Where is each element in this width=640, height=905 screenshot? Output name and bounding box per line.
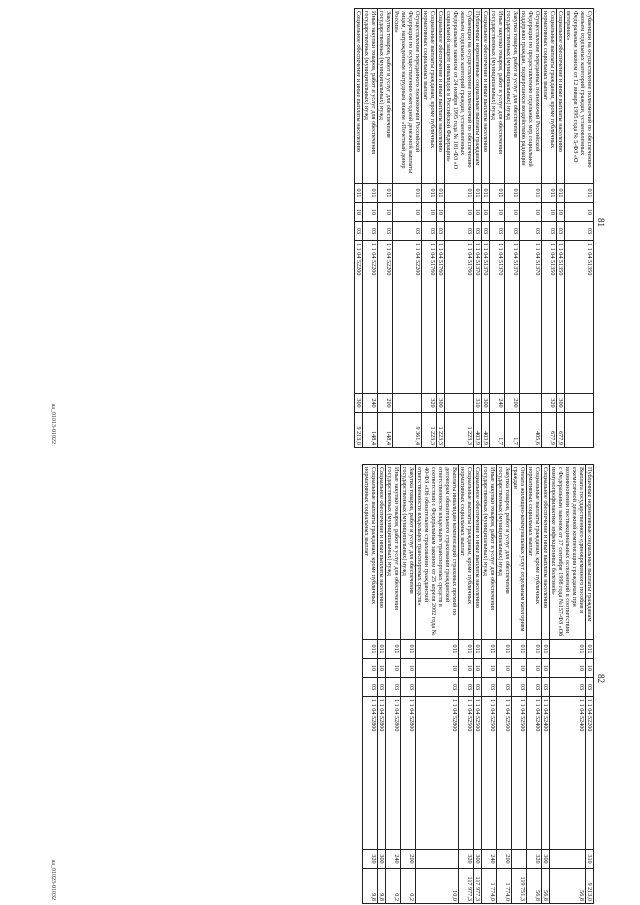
row-amount: 677,9 bbox=[542, 413, 557, 448]
row-ministry-code: 011 bbox=[490, 184, 505, 203]
row-target-article-code: 1 1 04 51760 bbox=[445, 241, 474, 394]
table-row bbox=[505, 9, 520, 448]
row-subsection-code: 03 bbox=[505, 222, 520, 241]
row-expense-type-code: 310 bbox=[474, 394, 482, 413]
row-amount: 56,8 bbox=[527, 869, 542, 904]
row-ministry-code: 011 bbox=[386, 640, 401, 659]
archive-stamp: aa_01013-01022 bbox=[50, 403, 56, 444]
row-expense-type-code bbox=[416, 850, 459, 869]
row-target-article-code: 1 1 04 52200 bbox=[378, 241, 393, 394]
row-amount: 403,9 bbox=[474, 413, 482, 448]
row-target-article-code: 1 1 04 52800 bbox=[401, 697, 416, 850]
row-expense-type-code: 300 bbox=[542, 850, 550, 869]
row-expense-type-code: 300 bbox=[474, 850, 482, 869]
row-amount: 119 751,3 bbox=[512, 869, 527, 904]
row-ministry-code: 011 bbox=[378, 184, 393, 203]
row-target-article-code: 1 1 04 52800 bbox=[378, 697, 386, 850]
row-expense-type-code: 240 bbox=[490, 394, 505, 413]
row-description: Закупка товаров, работ и услуг для обеспечения государственных (муниципальных) нужд bbox=[505, 9, 520, 184]
table-row bbox=[401, 465, 416, 904]
row-section-code: 10 bbox=[459, 659, 474, 678]
row-target-article-code: 1 1 04 52500 bbox=[482, 697, 497, 850]
row-target-article-code: 1 1 04 51370 bbox=[520, 241, 542, 394]
row-expense-type-code: 300 bbox=[557, 394, 565, 413]
row-subsection-code: 03 bbox=[445, 222, 474, 241]
row-description: Осуществление переданного полномочия Российской Федерации по осуществлению ежегодной денежной выплаты лицам, награжденным нагрудным знаком «Почетный донор России» bbox=[393, 9, 422, 184]
row-expense-type-code: 320 bbox=[422, 394, 437, 413]
table-row bbox=[512, 465, 527, 904]
row-amount: 117 977,3 bbox=[459, 869, 474, 904]
row-description: Публичные нормативные социальные выплаты гражданам bbox=[586, 465, 594, 640]
row-subsection-code: 03 bbox=[527, 678, 542, 697]
row-section-code: 10 bbox=[378, 203, 393, 222]
row-amount: 1,7 bbox=[505, 413, 520, 448]
table-row bbox=[482, 9, 490, 448]
page-number: 81 bbox=[596, 218, 606, 227]
row-ministry-code: 011 bbox=[586, 640, 594, 659]
table-row bbox=[557, 9, 565, 448]
row-section-code: 10 bbox=[378, 659, 386, 678]
row-ministry-code: 011 bbox=[416, 640, 459, 659]
row-description: Социальные выплаты гражданам, кроме публичных нормативных социальных выплат bbox=[527, 465, 542, 640]
row-section-code: 10 bbox=[550, 659, 586, 678]
row-target-article-code: 1 1 04 52400 bbox=[550, 697, 586, 850]
row-expense-type-code: 200 bbox=[378, 394, 393, 413]
table-row bbox=[437, 9, 445, 448]
row-amount: 56,8 bbox=[550, 869, 586, 904]
table-row bbox=[542, 465, 550, 904]
row-description: Закупка товаров, работ и услуг для обеспечения государственных (муниципальных) нужд bbox=[497, 465, 512, 640]
table-row bbox=[520, 9, 542, 448]
row-target-article-code: 1 1 04 51370 bbox=[490, 241, 505, 394]
budget-table-body bbox=[363, 465, 594, 904]
table-row bbox=[542, 9, 557, 448]
table-row bbox=[363, 9, 378, 448]
row-target-article-code: 1 1 04 52800 bbox=[386, 697, 401, 850]
row-target-article-code: 1 1 04 51350 bbox=[557, 241, 565, 394]
row-ministry-code: 011 bbox=[363, 640, 378, 659]
row-subsection-code: 03 bbox=[416, 678, 459, 697]
row-section-code: 10 bbox=[474, 203, 482, 222]
table-row bbox=[565, 9, 594, 448]
row-subsection-code: 03 bbox=[474, 678, 482, 697]
row-ministry-code: 011 bbox=[445, 184, 474, 203]
row-section-code: 10 bbox=[497, 659, 512, 678]
table-row bbox=[550, 465, 586, 904]
row-description: Иные закупки товаров, работ и услуг для обеспечения государственных (муниципальных) нужд bbox=[490, 9, 505, 184]
row-description: Иные закупки товаров, работ и услуг для обеспечения государственных (муниципальных) нужд bbox=[386, 465, 401, 640]
row-section-code: 10 bbox=[542, 659, 550, 678]
table-row bbox=[422, 9, 437, 448]
row-ministry-code: 011 bbox=[363, 184, 378, 203]
row-target-article-code: 1 1 04 52400 bbox=[542, 697, 550, 850]
row-subsection-code: 03 bbox=[542, 222, 557, 241]
row-description: Субвенции на осуществление полномочий по обеспечению жильем отдельных категорий граждан, установленных Федеральным законом от 12 января 1995 года № 5-ФЗ «О ветеранах» bbox=[565, 9, 594, 184]
table-row bbox=[386, 465, 401, 904]
budget-table-page-81 bbox=[354, 8, 594, 448]
row-section-code: 10 bbox=[557, 203, 565, 222]
row-section-code: 10 bbox=[393, 203, 422, 222]
row-description: Выплата государственного единовременного пособия и ежемесячной денежной компенсации гражданам при возникновении поствакцинальных осложнений в соответствии с Федеральным законом от 17 сентября 1998 года №157-ФЗ «Об иммунопрофилактике инфекционных болезней» bbox=[550, 465, 586, 640]
row-expense-type-code: 300 bbox=[378, 850, 386, 869]
row-ministry-code: 011 bbox=[497, 640, 512, 659]
row-section-code: 10 bbox=[363, 203, 378, 222]
row-description: Социальные выплаты гражданам, кроме публичных нормативных социальных выплат bbox=[459, 465, 474, 640]
row-ministry-code: 011 bbox=[474, 640, 482, 659]
row-subsection-code: 03 bbox=[378, 222, 393, 241]
row-subsection-code: 03 bbox=[422, 222, 437, 241]
row-ministry-code: 011 bbox=[482, 184, 490, 203]
row-section-code: 10 bbox=[527, 659, 542, 678]
row-description: Публичные нормативные социальные выплаты гражданам bbox=[474, 9, 482, 184]
row-amount: 1 774,0 bbox=[497, 869, 512, 904]
row-section-code: 10 bbox=[437, 203, 445, 222]
row-ministry-code: 011 bbox=[557, 184, 565, 203]
table-row bbox=[497, 465, 512, 904]
row-ministry-code: 011 bbox=[565, 184, 594, 203]
row-subsection-code: 03 bbox=[512, 678, 527, 697]
row-target-article-code: 1 1 04 51350 bbox=[565, 241, 594, 394]
row-subsection-code: 03 bbox=[542, 678, 550, 697]
row-target-article-code: 1 1 04 51760 bbox=[422, 241, 437, 394]
row-description: Закупка товаров, работ и услуг для обеспечения государственных (муниципальных) нужд bbox=[378, 9, 393, 184]
row-expense-type-code: 300 bbox=[355, 394, 363, 413]
row-expense-type-code: 320 bbox=[363, 850, 378, 869]
row-expense-type-code: 320 bbox=[542, 394, 557, 413]
row-subsection-code: 03 bbox=[378, 678, 386, 697]
row-subsection-code: 03 bbox=[482, 678, 497, 697]
row-amount: 1,7 bbox=[490, 413, 505, 448]
row-subsection-code: 03 bbox=[393, 222, 422, 241]
row-amount: 9,8 bbox=[363, 869, 378, 904]
row-description: Социальное обеспечение и иные выплаты населению bbox=[557, 9, 565, 184]
row-target-article-code: 1 1 04 51370 bbox=[482, 241, 490, 394]
row-section-code: 10 bbox=[401, 659, 416, 678]
row-expense-type-code: 320 bbox=[459, 850, 474, 869]
budget-table-page-82 bbox=[362, 464, 594, 904]
row-subsection-code: 03 bbox=[386, 678, 401, 697]
table-row bbox=[378, 9, 393, 448]
row-amount: 56,8 bbox=[542, 869, 550, 904]
row-ministry-code: 011 bbox=[459, 640, 474, 659]
row-ministry-code: 011 bbox=[378, 640, 386, 659]
row-description: Выплаты инвалидам компенсаций страховых премий по договорам обязательного страхования гражданской ответственности владельцев транспортных средств в соответствии с Федеральным законом от 25 апреля 2002 года № 40-ФЗ «Об обязательном страховании гражданской ответственности владельцев транспортных средств» bbox=[416, 465, 459, 640]
table-row bbox=[363, 465, 378, 904]
row-expense-type-code bbox=[550, 850, 586, 869]
row-section-code: 10 bbox=[355, 203, 363, 222]
row-section-code: 10 bbox=[482, 203, 490, 222]
row-subsection-code: 03 bbox=[565, 222, 594, 241]
row-amount: 9 213,0 bbox=[355, 413, 363, 448]
row-section-code: 10 bbox=[386, 659, 401, 678]
row-expense-type-code: 320 bbox=[527, 850, 542, 869]
row-ministry-code: 011 bbox=[550, 640, 586, 659]
row-expense-type-code: 240 bbox=[482, 850, 497, 869]
row-subsection-code: 03 bbox=[586, 678, 594, 697]
row-expense-type-code: 310 bbox=[586, 850, 594, 869]
row-expense-type-code bbox=[393, 394, 422, 413]
row-section-code: 10 bbox=[565, 203, 594, 222]
row-expense-type-code bbox=[565, 394, 594, 413]
row-subsection-code: 03 bbox=[490, 222, 505, 241]
row-ministry-code: 011 bbox=[505, 184, 520, 203]
table-row bbox=[482, 465, 497, 904]
row-ministry-code: 011 bbox=[542, 640, 550, 659]
row-amount bbox=[565, 413, 594, 448]
row-description: Социальное обеспечение и иные выплаты населению bbox=[482, 9, 490, 184]
row-amount: 9 213,0 bbox=[586, 869, 594, 904]
table-row bbox=[416, 465, 459, 904]
row-description: Социальные выплаты гражданам, кроме публичных нормативных социальных выплат bbox=[422, 9, 437, 184]
row-target-article-code: 1 1 04 52200 bbox=[355, 241, 363, 394]
row-ministry-code: 011 bbox=[437, 184, 445, 203]
row-section-code: 10 bbox=[490, 203, 505, 222]
row-subsection-code: 03 bbox=[363, 678, 378, 697]
row-description: Оплата жилищно-коммунальных услуг отдельным категориям граждан bbox=[512, 465, 527, 640]
page-82 bbox=[0, 452, 640, 904]
row-description: Социальное обеспечение и иные выплаты населению bbox=[474, 465, 482, 640]
row-amount: 1 223,3 bbox=[445, 413, 474, 448]
page-82-rotated-content bbox=[48, 464, 608, 904]
row-section-code: 10 bbox=[586, 659, 594, 678]
budget-table-body bbox=[355, 9, 594, 448]
page-81-rotated-content bbox=[48, 8, 608, 448]
row-amount: 1 223,3 bbox=[422, 413, 437, 448]
row-amount: 9,8 bbox=[378, 869, 386, 904]
row-subsection-code: 03 bbox=[474, 222, 482, 241]
row-ministry-code: 011 bbox=[401, 640, 416, 659]
row-target-article-code: 1 1 04 52200 bbox=[586, 697, 594, 850]
table-row bbox=[490, 9, 505, 448]
row-subsection-code: 03 bbox=[482, 222, 490, 241]
table-row bbox=[378, 465, 386, 904]
row-description: Социальное обеспечение и иные выплаты населению bbox=[542, 465, 550, 640]
table-row bbox=[474, 465, 482, 904]
row-target-article-code: 1 1 04 51370 bbox=[505, 241, 520, 394]
row-subsection-code: 03 bbox=[557, 222, 565, 241]
row-ministry-code: 011 bbox=[520, 184, 542, 203]
row-subsection-code: 03 bbox=[459, 678, 474, 697]
table-row bbox=[355, 9, 363, 448]
row-amount: 117 977,3 bbox=[474, 869, 482, 904]
row-amount: 148,4 bbox=[378, 413, 393, 448]
row-section-code: 10 bbox=[512, 659, 527, 678]
row-amount: 9 361,4 bbox=[393, 413, 422, 448]
row-amount: 1 774,0 bbox=[482, 869, 497, 904]
row-amount: 677,9 bbox=[557, 413, 565, 448]
row-ministry-code: 011 bbox=[482, 640, 497, 659]
row-section-code: 10 bbox=[520, 203, 542, 222]
row-subsection-code: 03 bbox=[363, 222, 378, 241]
row-section-code: 10 bbox=[474, 659, 482, 678]
row-ministry-code: 011 bbox=[512, 640, 527, 659]
row-ministry-code: 011 bbox=[542, 184, 557, 203]
row-expense-type-code bbox=[512, 850, 527, 869]
row-description: Закупка товаров, работ и услуг для обеспечения государственных (муниципальных) нужд bbox=[401, 465, 416, 640]
row-section-code: 10 bbox=[542, 203, 557, 222]
row-description: Осуществление переданных полномочий Российской Федерации по предоставлению отдельных мер социальной поддержки граждан, подвергшихся воздействию радиации bbox=[520, 9, 542, 184]
row-target-article-code: 1 1 04 51350 bbox=[542, 241, 557, 394]
page-81 bbox=[0, 0, 640, 452]
row-description: Социальные выплаты гражданам, кроме публичных нормативных социальных выплат bbox=[363, 465, 378, 640]
row-target-article-code: 1 1 04 52400 bbox=[527, 697, 542, 850]
row-expense-type-code bbox=[445, 394, 474, 413]
row-subsection-code: 03 bbox=[520, 222, 542, 241]
row-ministry-code: 011 bbox=[355, 184, 363, 203]
row-target-article-code: 1 1 04 52800 bbox=[363, 697, 378, 850]
row-section-code: 10 bbox=[505, 203, 520, 222]
row-description: Социальное обеспечение и иные выплаты населению bbox=[437, 9, 445, 184]
row-subsection-code: 03 bbox=[401, 678, 416, 697]
row-description: Иные закупки товаров, работ и услуг для обеспечения государственных (муниципальных) нужд bbox=[363, 9, 378, 184]
row-expense-type-code: 200 bbox=[505, 394, 520, 413]
row-amount: 0,2 bbox=[401, 869, 416, 904]
row-expense-type-code: 300 bbox=[482, 394, 490, 413]
row-ministry-code: 011 bbox=[474, 184, 482, 203]
row-target-article-code: 1 1 04 52500 bbox=[497, 697, 512, 850]
row-expense-type-code: 200 bbox=[497, 850, 512, 869]
table-row bbox=[474, 9, 482, 448]
row-amount: 403,9 bbox=[482, 413, 490, 448]
row-description: Иные закупки товаров, работ и услуг для обеспечения государственных (муниципальных) нужд bbox=[482, 465, 497, 640]
row-target-article-code: 1 1 04 51760 bbox=[437, 241, 445, 394]
row-amount: 0,2 bbox=[386, 869, 401, 904]
row-expense-type-code bbox=[520, 394, 542, 413]
row-expense-type-code: 300 bbox=[437, 394, 445, 413]
row-target-article-code: 1 1 04 52200 bbox=[393, 241, 422, 394]
row-section-code: 10 bbox=[422, 203, 437, 222]
row-subsection-code: 03 bbox=[355, 222, 363, 241]
row-ministry-code: 011 bbox=[527, 640, 542, 659]
row-section-code: 10 bbox=[363, 659, 378, 678]
table-row bbox=[459, 465, 474, 904]
row-expense-type-code: 240 bbox=[386, 850, 401, 869]
row-expense-type-code: 240 bbox=[363, 394, 378, 413]
row-section-code: 10 bbox=[445, 203, 474, 222]
row-section-code: 10 bbox=[416, 659, 459, 678]
row-subsection-code: 03 bbox=[550, 678, 586, 697]
row-description: Субвенции на осуществление полномочий по обеспечению жильем отдельных категорий граждан, установленных Федеральным законом от 24 ноября 1995 года № 181-ФЗ «О социальной защите инвалидов в Российской Федерации» bbox=[445, 9, 474, 184]
row-ministry-code: 011 bbox=[393, 184, 422, 203]
row-target-article-code: 1 1 04 52500 bbox=[459, 697, 474, 850]
table-row bbox=[445, 9, 474, 448]
row-ministry-code: 011 bbox=[422, 184, 437, 203]
row-amount: 10,0 bbox=[416, 869, 459, 904]
row-target-article-code: 1 1 04 52500 bbox=[474, 697, 482, 850]
row-subsection-code: 03 bbox=[497, 678, 512, 697]
row-description: Социальные выплаты гражданам, кроме публичных нормативных социальных выплат bbox=[542, 9, 557, 184]
row-target-article-code: 1 1 04 52800 bbox=[416, 697, 459, 850]
table-row bbox=[586, 465, 594, 904]
row-target-article-code: 1 1 04 52200 bbox=[363, 241, 378, 394]
page-number: 82 bbox=[596, 674, 606, 683]
table-row bbox=[527, 465, 542, 904]
table-row bbox=[393, 9, 422, 448]
row-description: Социальное обеспечение и иные выплаты населению bbox=[378, 465, 386, 640]
row-target-article-code: 1 1 04 51370 bbox=[474, 241, 482, 394]
row-subsection-code: 03 bbox=[437, 222, 445, 241]
row-amount: 405,6 bbox=[520, 413, 542, 448]
row-section-code: 10 bbox=[482, 659, 497, 678]
row-amount: 148,4 bbox=[363, 413, 378, 448]
row-amount: 1 223,3 bbox=[437, 413, 445, 448]
row-description: Социальное обеспечение и иные выплаты населению bbox=[355, 9, 363, 184]
row-target-article-code: 1 1 04 52500 bbox=[512, 697, 527, 850]
row-expense-type-code: 200 bbox=[401, 850, 416, 869]
archive-stamp: aa_01023-01032 bbox=[50, 859, 56, 900]
